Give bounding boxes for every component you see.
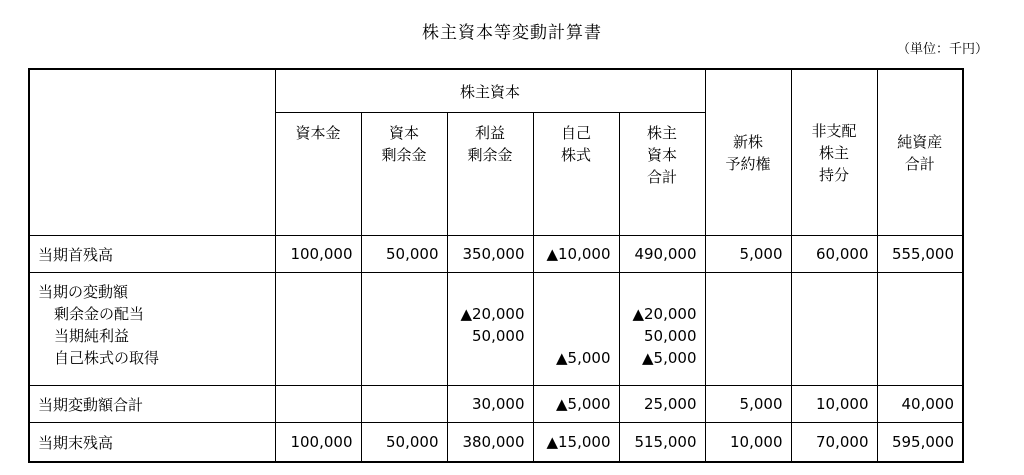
unit-label: （単位：千円） [896,42,988,57]
cell: 30,000 [447,386,533,423]
cell [275,273,361,386]
cell: 60,000 [791,236,877,273]
col-header-stock-acquisition-rights: 新株 予約権 [705,69,791,236]
cell: 555,000 [877,236,963,273]
row-label-opening-balance: 当期首残高 [29,236,275,273]
cell: 595,000 [877,423,963,463]
cell: 350,000 [447,236,533,273]
col-header-treasury-stock: 自己 株式 [533,113,619,236]
cell: ▲10,000 [533,236,619,273]
cell [791,273,877,386]
cell: 50,000 [361,423,447,463]
change-item-treasury-acquisition: 自己株式の取得 [54,349,160,367]
cell: ▲5,000 [533,273,619,386]
col-header-non-controlling-interests: 非支配 株主 持分 [791,69,877,236]
change-item-net-income: 当期純利益 [54,327,130,345]
corner-cell [29,69,275,236]
cell: 515,000 [619,423,705,463]
cell: 5,000 [705,386,791,423]
cell: 10,000 [705,423,791,463]
cell [275,386,361,423]
shareholders-equity-group-header: 株主資本 [275,69,705,113]
col-header-total-net-assets: 純資産 合計 [877,69,963,236]
row-label-changes [29,273,275,386]
row-label-closing-balance: 当期末残高 [29,423,275,463]
cell: 100,000 [275,423,361,463]
cell: 50,000 [361,236,447,273]
equity-statement-table [28,68,964,463]
statement-title: 株主資本等変動計算書 [422,23,602,43]
change-item-dividends: 剰余金の配当 [54,305,145,323]
cell [705,273,791,386]
cell: 490,000 [619,236,705,273]
cell: 5,000 [705,236,791,273]
col-header-capital-surplus: 資本 剰余金 [361,113,447,236]
cell [361,386,447,423]
cell: 25,000 [619,386,705,423]
cell: 100,000 [275,236,361,273]
cell: ▲20,000 50,000 ▲5,000 [619,273,705,386]
row-total-change [29,386,963,423]
col-header-capital-stock: 資本金 [275,113,361,236]
cell: ▲20,000 50,000 [447,273,533,386]
row-changes [29,273,963,386]
cell: ▲5,000 [533,386,619,423]
cell: 380,000 [447,423,533,463]
cell: ▲15,000 [533,423,619,463]
cell: 70,000 [791,423,877,463]
cell: 10,000 [791,386,877,423]
cell [877,273,963,386]
col-header-total-shareholders-equity: 株主 資本 合計 [619,113,705,236]
row-label-total-change: 当期変動額合計 [29,386,275,423]
row-opening-balance [29,236,963,273]
changes-heading: 当期の変動額 [38,283,129,301]
cell: 40,000 [877,386,963,423]
row-closing-balance [29,423,963,463]
cell [361,273,447,386]
col-header-retained-earnings: 利益 剰余金 [447,113,533,236]
